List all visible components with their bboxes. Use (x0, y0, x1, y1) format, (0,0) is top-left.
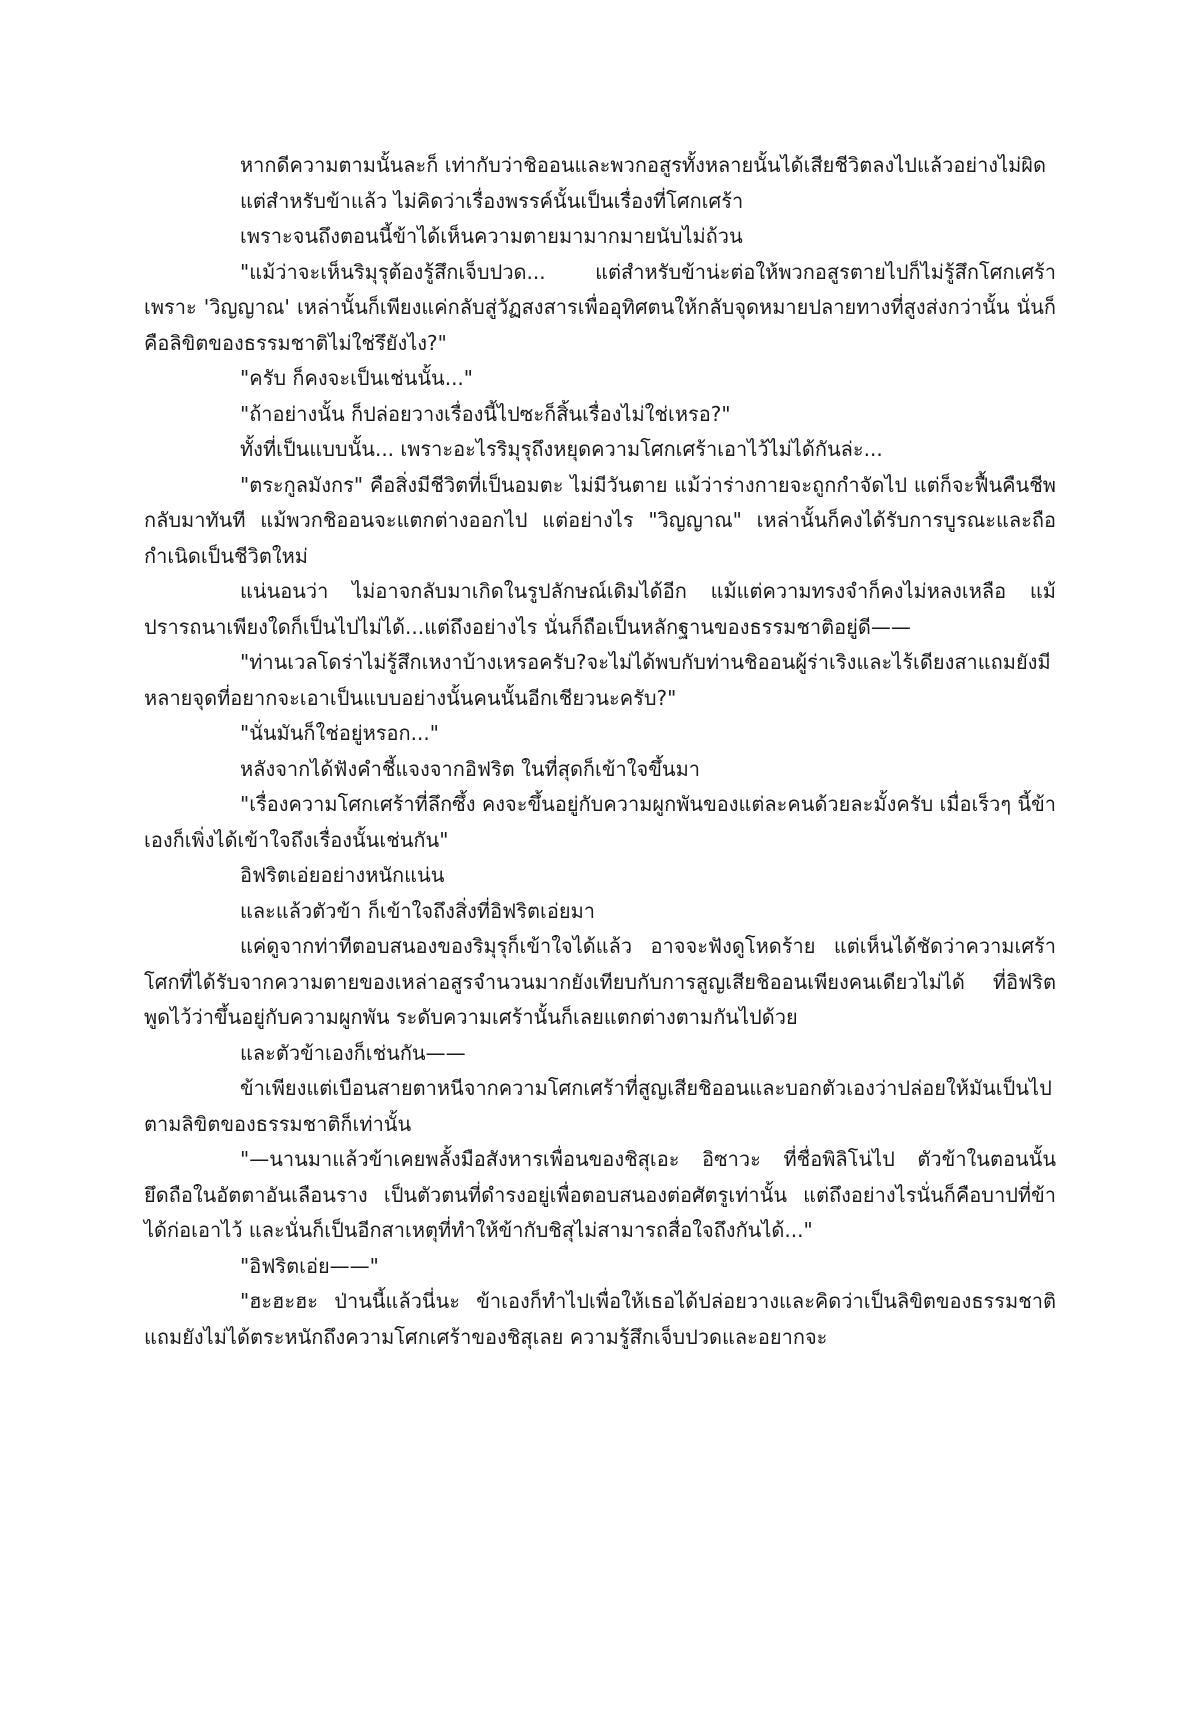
paragraph: "—นานมาแล้วข้าเคยพลั้งมือสังหารเพื่อนของชิสุเอะ อิซาวะ ที่ชื่อพิลิโน่ไป ตัวข้าในตอนนั้นยึดถือในอัตตาอันเลือนราง เป็นตัวตนที่ดำรงอยู่เพื่อตอบสนองต่อศัตรูเท่านั้น แต่ถึงอย่างไรนั่นก็คือบาปที่ข้าได้ก่อเอาไว้ และนั่นก็เป็นอีกสาเหตุที่ทำให้ข้ากับชิสุไม่สามารถสื่อใจถึงกันได้..." (144, 1147, 1056, 1242)
paragraph: หากดีความตามนั้นละก็ เท่ากับว่าชิออนและพวกอสูรทั้งหลายนั้นได้เสียชีวิตลงไปแล้วอย่างไม่ผิด (240, 153, 1047, 177)
paragraph: "นั่นมันก็ใช่อยู่หรอก..." (240, 721, 439, 745)
paragraph: เพราะจนถึงตอนนี้ข้าได้เห็นความตายมามากมายนับไม่ถ้วน (240, 224, 743, 248)
document-page (144, 148, 1056, 1355)
paragraph: อิฟริตเอ่ยอย่างหนักแน่น (240, 863, 445, 887)
paragraph: และแล้วตัวข้า ก็เข้าใจถึงสิ่งที่อิฟริตเอ่ยมา (240, 898, 595, 923)
paragraph: "ครับ ก็คงจะเป็นเช่นนั้น..." (240, 366, 473, 390)
paragraph: "อิฟริตเอ่ย——" (240, 1253, 379, 1278)
paragraph: "ท่านเวลโดร่าไม่รู้สึกเหงาบ้างเหรอครับ?จะไม่ได้พบกับท่านชิออนผู้ร่าเริงและไร้เดียงสาแถมยังมีหลายจุดที่อยากจะเอาเป็นแบบอย่างนั้นคนนั้นอีกเชียวนะครับ?" (144, 650, 1051, 710)
paragraph: หลังจากได้ฟังคำชี้แจงจากอิฟริต ในที่สุดก็เข้าใจขึ้นมา (240, 756, 701, 781)
paragraph: แต่สำหรับข้าแล้ว ไม่คิดว่าเรื่องพรรค์นั้นเป็นเรื่องที่โศกเศร้า (240, 188, 744, 213)
paragraph: และตัวข้าเองก็เช่นกัน—— (240, 1040, 466, 1065)
paragraph: ข้าเพียงแต่เบือนสายตาหนีจากความโศกเศร้าที่สูญเสียชิออนและบอกตัวเองว่าปล่อยให้มันเป็นไปตามลิขิตของธรรมชาติก็เท่านั้น (144, 1076, 1052, 1136)
paragraph: "ถ้าอย่างนั้น ก็ปล่อยวางเรื่องนี้ไปซะก็สิ้นเรื่องไม่ใช่เหรอ?" (240, 401, 731, 426)
paragraph: แค่ดูจากท่าทีตอบสนองของริมุรุก็เข้าใจได้แล้ว อาจจะฟังดูโหดร้าย แต่เห็นได้ชัดว่าความเศร้าโศกที่ได้รับจากความตายของเหล่าอสูรจำนวนมากยังเทียบกับการสูญเสียชิออนเพียงคนเดียวไม่ได้ ที่อิฟริตพูดไว้ว่าขึ้นอยู่กับความผูกพัน ระดับความเศร้านั้นก็เลยแตกต่างตามกันไปด้วย (144, 934, 1056, 1029)
paragraph: "ฮะฮะฮะ ป่านนี้แล้วนี่นะ ข้าเองก็ทำไปเพื่อให้เธอได้ปล่อยวางและคิดว่าเป็นลิขิตของธรรมชาติแถมยังไม่ได้ตระหนักถึงความโศกเศร้าของชิสุเลย ความรู้สึกเจ็บปวดและอยากจะ (144, 1289, 1056, 1349)
paragraph: "แม้ว่าจะเห็นริมุรุต้องรู้สึกเจ็บปวด... แต่สำหรับข้าน่ะต่อให้พวกอสูรตายไปก็ไม่รู้สึกโศกเศร้า เพราะ 'วิญญาณ' เหล่านั้นก็เพียงแค่กลับสู่วัฏสงสารเพื่ออุทิศตนให้กลับจุดหมายปลายทางที่สูงส่งกว่านั้น นั่นก็คือลิขิตของธรรมชาติไม่ใช่รึยังไง?" (144, 259, 1056, 355)
paragraph: ทั้งที่เป็นแบบนั้น... เพราะอะไรริมุรุถึงหยุดความโศกเศร้าเอาไว้ไม่ได้กันล่ะ... (240, 437, 883, 461)
paragraph: "ตระกูลมังกร" คือสิ่งมีชีวิตที่เป็นอมตะ ไม่มีวันตาย แม้ว่าร่างกายจะถูกกำจัดไป แต่ก็จะฟื้นคืนชีพกลับมาทันที แม้พวกชิออนจะแตกต่างออกไป แต่อย่างไร "วิญญาณ" เหล่านั้นก็คงได้รับการบูรณะและถือกำเนิดเป็นชีวิตใหม่ (144, 472, 1056, 568)
paragraph: "เรื่องความโศกเศร้าที่ลึกซึ้ง คงจะขึ้นอยู่กับความผูกพันของแต่ละคนด้วยละมั้งครับ เมื่อเร็วๆ นี้ข้าเองก็เพิ่งได้เข้าใจถึงเรื่องนั้นเช่นกัน" (144, 792, 1057, 852)
paragraph: แน่นอนว่า ไม่อาจกลับมาเกิดในรูปลักษณ์เดิมได้อีก แม้แต่ความทรงจำก็คงไม่หลงเหลือ แม้ปรารถนาเพียงใดก็เป็นไปไม่ได้...แต่ถึงอย่างไร นั่นก็ถือเป็นหลักฐานของธรรมชาติอยู่ดี—— (144, 579, 1056, 639)
